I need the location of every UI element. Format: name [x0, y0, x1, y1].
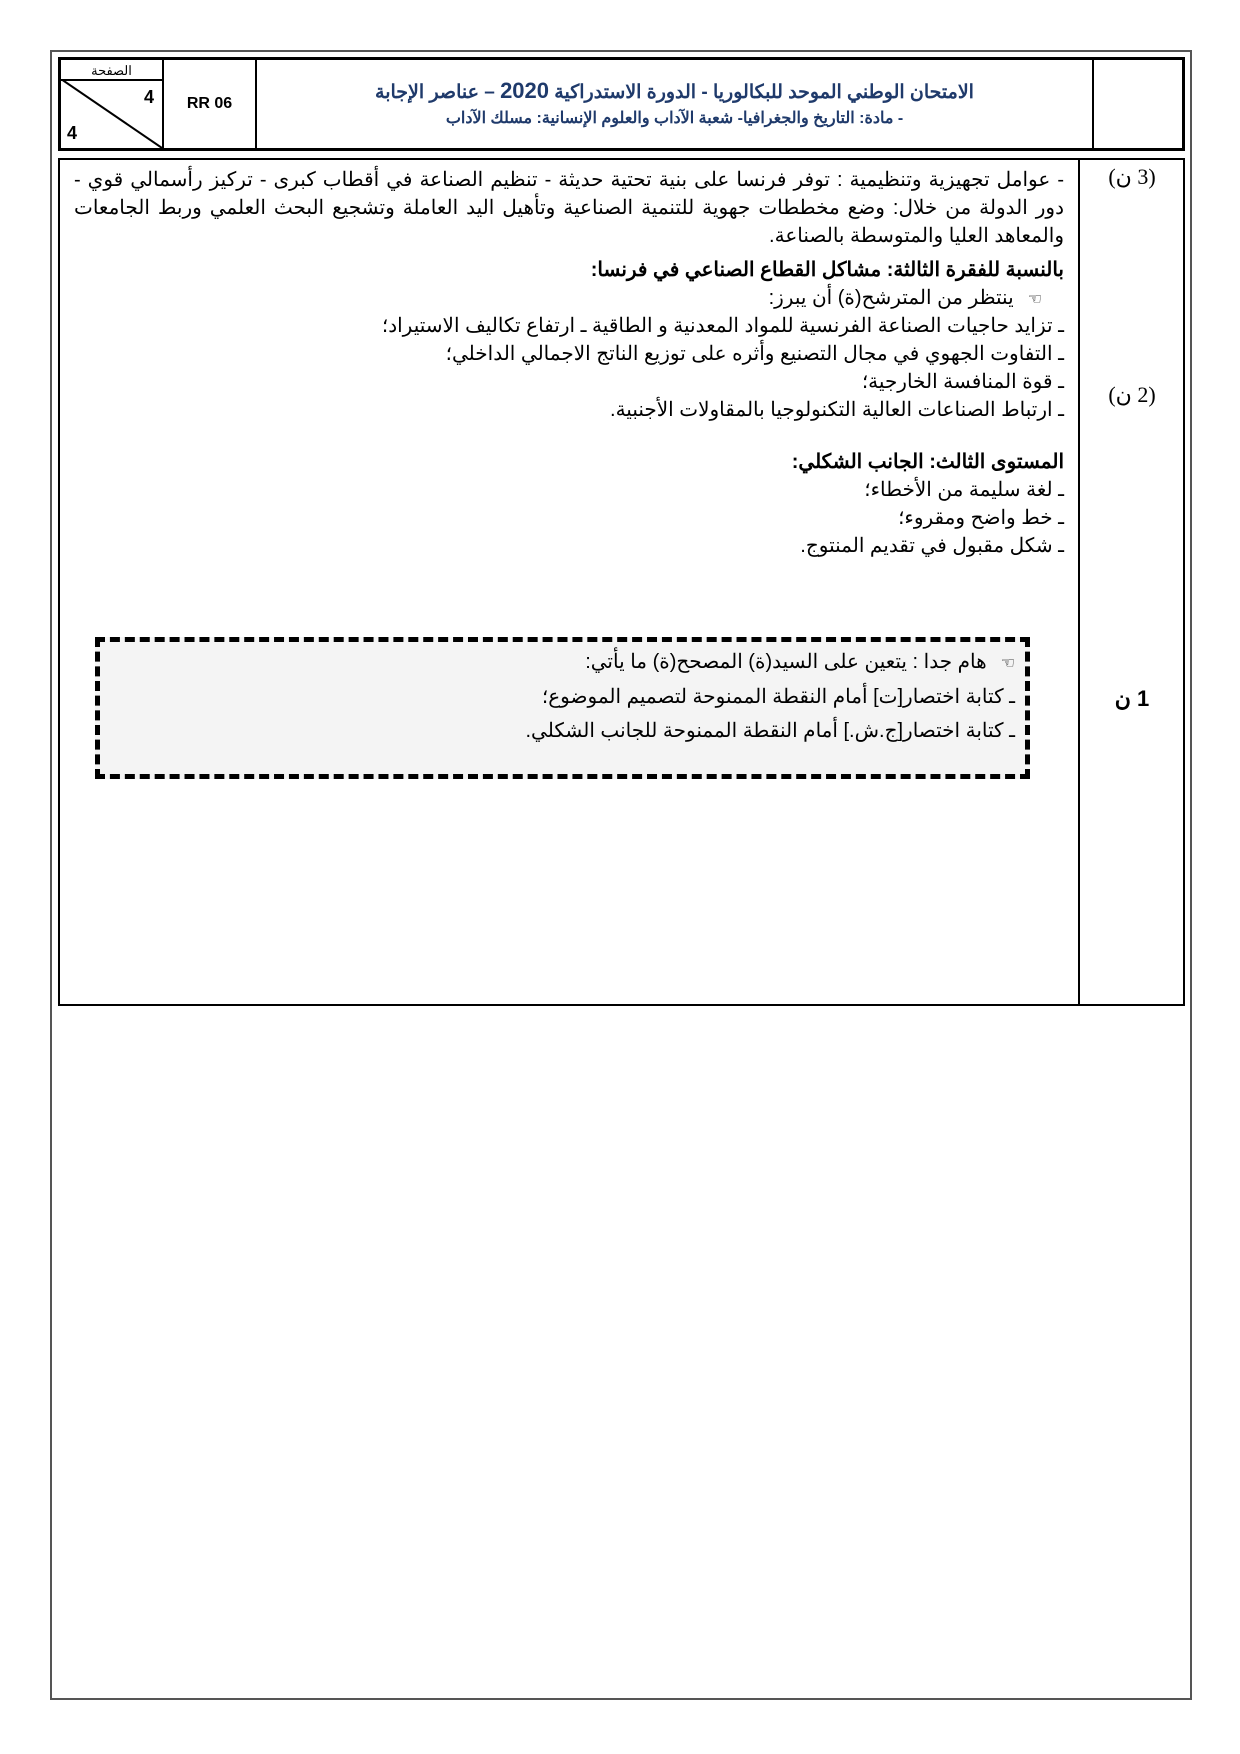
exam-title-a: الامتحان الوطني الموحد للبكالوريا - الدورة الاستدراكية [554, 82, 974, 103]
list-item: ـ خط واضح ومقروء؛ [898, 507, 1064, 529]
exam-title-line1 [375, 77, 974, 107]
exam-title-b: – عناصر الإجابة [375, 82, 495, 103]
page-total: 4 [67, 123, 78, 143]
points-2: (2 ن) [1108, 382, 1156, 407]
factors-paragraph: - عوامل تجهيزية وتنظيمية : توفر فرنسا على بنية تحتية حديثة - تنظيم الصناعة في أقطاب كبرى - تركيز رأسمالي قوي - دور الدولة من خلال: وضع مخططات جهوية للتنمية الصناعية وتأهيل اليد العاملة وتشجيع البحث العلمي وربط الجامعات والمعاهد العليا والمتوسطة بالصناعة. [74, 169, 1064, 247]
list-item: ـ لغة سليمة من الأخطاء؛ [864, 479, 1064, 501]
list-item: ـ التفاوت الجهوي في مجال التصنيع وأثره على توزيع الناتج الاجمالي الداخلي؛ [445, 343, 1064, 365]
exam-subject-line: - مادة: التاريخ والجغرافيا- شعبة الآداب والعلوم الإنسانية: مسلك الآداب [445, 110, 904, 127]
points-1: 1 ن [1114, 686, 1150, 711]
header-blank-cell [1094, 60, 1182, 148]
exam-code: RR 06 [164, 60, 257, 148]
level3-heading: المستوى الثالث: الجانب الشكلي: [791, 451, 1064, 473]
exam-header [58, 57, 1185, 151]
exam-year: 2020 [500, 78, 550, 103]
exam-title [257, 60, 1094, 148]
section3-heading: بالنسبة للفقرة الثالثة: مشاكل القطاع الصناعي في فرنسا: [590, 259, 1064, 281]
page-label: الصفحة [61, 62, 162, 81]
pointing-hand-icon: ☜ [1000, 653, 1015, 672]
notice-heading: هام جدا : يتعين على السيد(ة) المصحح(ة) ما يأتي: [585, 651, 987, 673]
page-number-cell [61, 60, 164, 148]
list-item: ـ ارتباط الصناعات العالية التكنولوجيا بالمقاولات الأجنبية. [610, 399, 1064, 421]
list-item: ـ تزايد حاجيات الصناعة الفرنسية للمواد المعدنية و الطاقية ـ ارتفاع تكاليف الاستيراد؛ [381, 315, 1064, 337]
answer-table [58, 158, 1185, 1006]
list-item: ـ شكل مقبول في تقديم المنتوج. [800, 535, 1064, 557]
notice-line: ـ كتابة اختصار[ج.ش.] أمام النقطة الممنوحة للجانب الشكلي. [525, 720, 1015, 742]
notice-line: ـ كتابة اختصار[ت] أمام النقطة الممنوحة لتصميم الموضوع؛ [541, 686, 1015, 708]
pointing-hand-icon: ☜ [1027, 289, 1042, 308]
list-item: ـ قوة المنافسة الخارجية؛ [861, 371, 1064, 393]
expect-line [769, 284, 1042, 313]
points-3: (3 ن) [1108, 164, 1156, 189]
expect-text: ينتظر من المترشح(ة) أن يبرز: [768, 287, 1014, 309]
column-divider [1078, 160, 1080, 1004]
notice-line [100, 645, 1015, 680]
page-number: 4 [143, 87, 154, 107]
important-notice-box [95, 637, 1030, 779]
